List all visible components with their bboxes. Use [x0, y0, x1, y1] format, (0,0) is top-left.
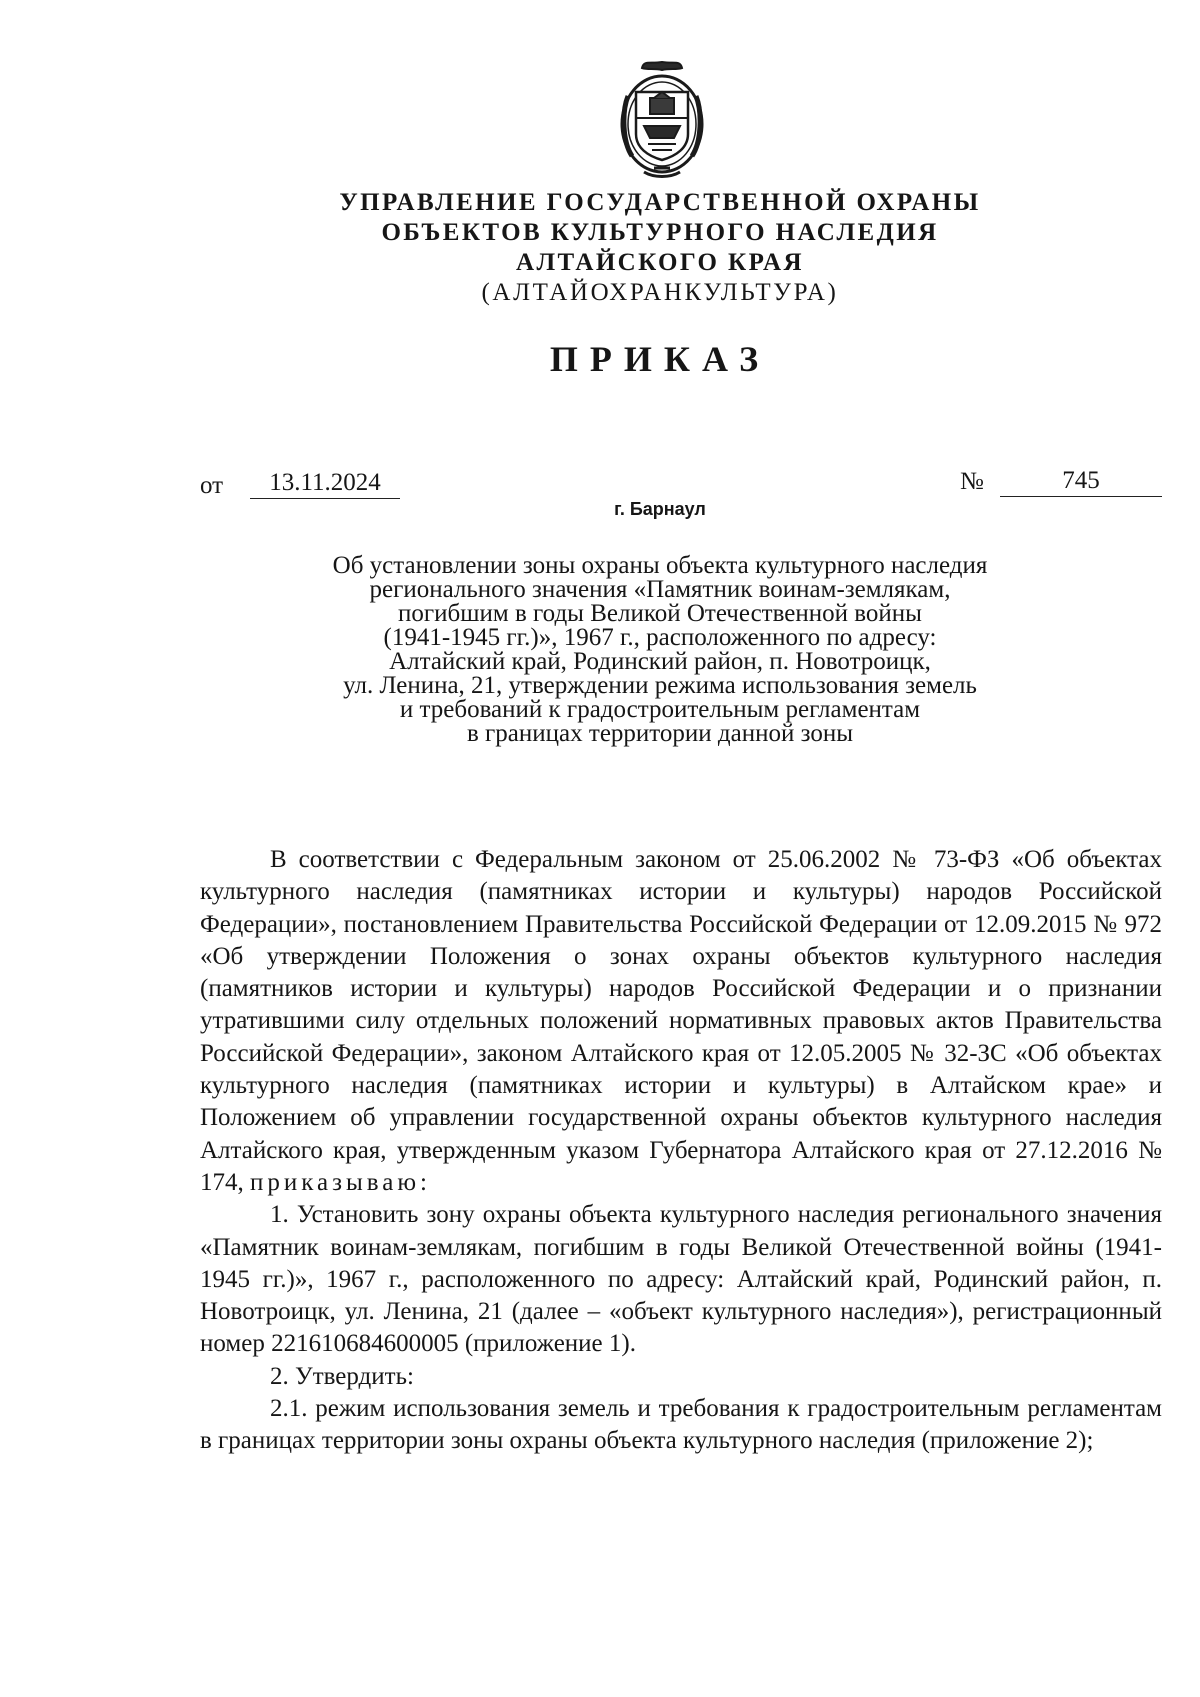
date-label: от: [200, 472, 224, 499]
item-2-1-paragraph: 2.1. режим использования земель и требования к градостроительным регламентам в границах территории зоны охраны объекта культурного наследия (приложение 2);: [200, 1395, 1162, 1455]
item-2-paragraph: 2. Утвердить:: [270, 1362, 414, 1390]
organization-name-line-1: УПРАВЛЕНИЕ ГОСУДАРСТВЕННОЙ ОХРАНЫ: [339, 189, 981, 216]
number-label: №: [960, 468, 984, 495]
document-subject: [230, 554, 1090, 746]
document-date: 13.11.2024: [250, 468, 400, 499]
preamble-text: В соответствии с Федеральным законом от 25.06.2002 № 73-ФЗ «Об объектах культурного наследия (памятниках истории и культуры) народов Российской Федерации», постановлением Правительства Российской Федерации от 12.09.2015 № 972 «Об утверждении Положения о зонах охраны объектов культурного наследия (памятников истории и культуры) народов Российской Федерации и о признании утратившими силу отдельных положений нормативных правовых актов Правительства Российской Федерации», законом Алтайского края от 12.05.2005 № 32-ЗС «Об объектах культурного наследия (памятниках истории и культуры) в Алтайском крае» и Положением об управлении государственной охраны объектов культурного наследия Алтайского края, утвержденным указом Губернатора Алтайского края от 27.12.2016 № 174,: [200, 846, 1162, 1196]
subject-line: и требований к градостроительным регламентам: [399, 696, 921, 723]
subject-line: Об установлении зоны охраны объекта культурного наследия: [332, 552, 988, 579]
subject-line: (1941-1945 гг.)», 1967 г., расположенного по адресу:: [383, 624, 937, 651]
preamble-paragraph: [200, 844, 1162, 1199]
subject-line: регионального значения «Памятник воинам-землякам,: [369, 576, 951, 603]
organization-abbreviation: (АЛТАЙОХРАНКУЛЬТУРА): [481, 279, 839, 306]
city-name: г. Барнаул: [614, 499, 706, 519]
subject-line: в границах территории данной зоны: [467, 720, 853, 747]
subject-line: погибшим в годы Великой Отечественной войны: [398, 600, 922, 627]
subject-line: Алтайский край, Родинский район, п. Новотроицк,: [389, 648, 931, 675]
order-word: приказываю:: [250, 1168, 431, 1196]
organization-name-line-3: АЛТАЙСКОГО КРАЯ: [516, 249, 804, 276]
item-1-paragraph: 1. Установить зону охраны объекта культурного наследия регионального значения «Памятник воинам-землякам, погибшим в годы Великой Отечественной войны (1941-1945 гг.)», 1967 г., расположенного по адресу: Алтайский край, Родинский район, п. Новотроицк, ул. Ленина, 21 (далее – «объект культурного наследия»), регистрационный номер 221610684600005 (приложение 1).: [200, 1201, 1162, 1358]
document-body: [200, 844, 1162, 1458]
subject-line: ул. Ленина, 21, утверждении режима использования земель: [343, 672, 977, 699]
document-number: 745: [1000, 466, 1162, 497]
organization-name-line-2: ОБЪЕКТОВ КУЛЬТУРНОГО НАСЛЕДИЯ: [381, 219, 939, 246]
altai-coat-of-arms-emblem: [614, 56, 710, 180]
document-type-title: ПРИКАЗ: [549, 339, 771, 379]
